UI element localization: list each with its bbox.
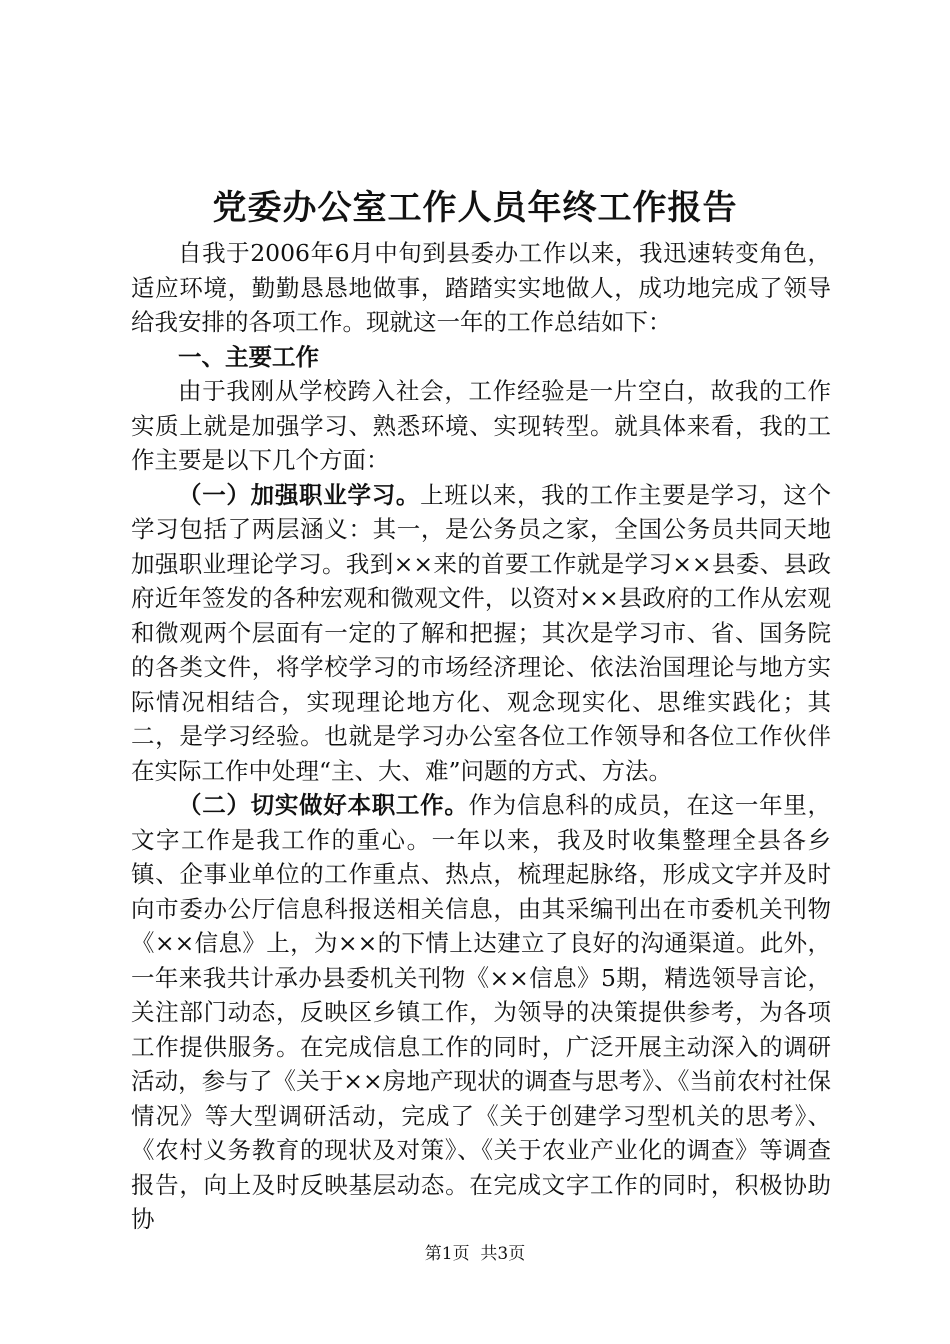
- study-body: 上班以来，我的工作主要是学习，这个学习包括了两层涵义：其一，是公务员之家，全国公务员共同天地加强职业理论学习。我到××来的首要工作就是学习××县委、县政府近年签发的各种宏观和微观文件，以资对××县政府的工作从宏观和微观两个层面有一定的了解和把握；其次是学习市、省、国务院的各类文件，将学校学习的市场经济理论、依法治国理论与地方实际情况相结合，实现理论地方化、观念现实化、思维实践化；其二，是学习经验。也就是学习办公室各位工作领导和各位工作伙伴在实际工作中处理“主、大、难”问题的方式、方法。: [131, 480, 832, 785]
- duty-paragraph: [131, 788, 831, 1237]
- section-heading-main-work: 一、主要工作: [178, 342, 319, 371]
- page-footer: [0, 1242, 950, 1266]
- page-number: 第1页: [424, 1244, 470, 1264]
- footer-gap: [470, 1244, 481, 1264]
- study-paragraph: [131, 478, 831, 789]
- study-subheading: （一）加强职业学习。: [178, 480, 421, 509]
- duty-body: 作为信息科的成员，在这一年里，文字工作是我工作的重心。一年以来，我及时收集整理全县各乡镇、企事业单位的工作重点、热点，梳理起脉络，形成文字并及时向市委办公厅信息科报送相关信息，由其采编刊出在市委机关刊物《××信息》上，为××的下情上达建立了良好的沟通渠道。此外，一年来我共计承办县委机关刊物《××信息》5期，精选领导言论，关注部门动态，反映区乡镇工作，为领导的决策提供参考，为各项工作提供服务。在完成信息工作的同时，广泛开展主动深入的调研活动，参与了《关于××房地产现状的调查与思考》、《当前农村社保情况》等大型调研活动，完成了《关于创建学习型机关的思考》、《农村义务教育的现状及对策》、《关于农业产业化的调查》等调查报告，向上及时反映基层动态。在完成文字工作的同时，积极协助协: [131, 791, 832, 1233]
- document-title: 党委办公室工作人员年终工作报告: [212, 188, 738, 228]
- duty-subheading: （二）切实做好本职工作。: [178, 791, 469, 819]
- intro-paragraph: 自我于2006年6月中旬到县委办工作以来，我迅速转变角色，适应环境，勤勤恳恳地做事，踏踏实实地做人，成功地完成了领导给我安排的各项工作。现就这一年的工作总结如下：: [131, 239, 831, 336]
- page-total: 共3页: [480, 1244, 526, 1264]
- overview-paragraph: 由于我刚从学校跨入社会，工作经验是一片空白，故我的工作实质上就是加强学习、熟悉环境、实现转型。就具体来看，我的工作主要是以下几个方面：: [131, 377, 831, 474]
- document-body: [131, 236, 831, 1237]
